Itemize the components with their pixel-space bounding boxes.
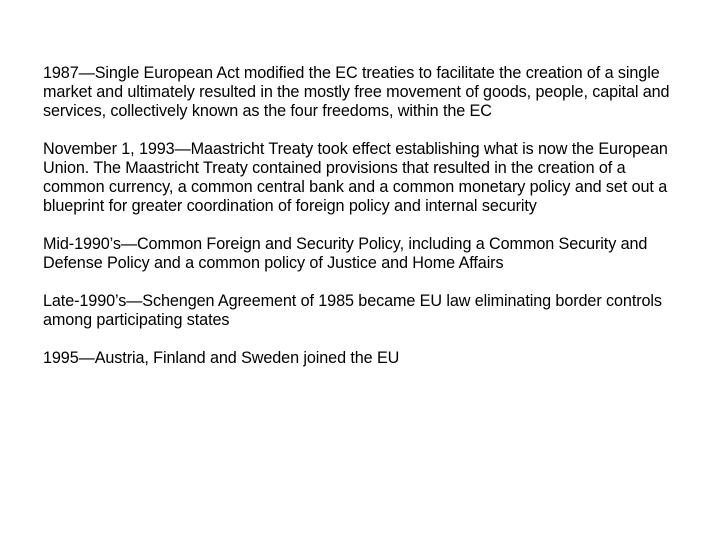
timeline-entry-1987: 1987—Single European Act modified the EC treaties to facilitate the creation of a single market and ultimately resulted in the mostly free movement of goods, people, capital and services, collectively known as the four freedoms, within the EC (43, 64, 670, 120)
timeline-text-block (43, 64, 683, 387)
timeline-entry-1993: November 1, 1993—Maastricht Treaty took effect establishing what is now the European Union. The Maastricht Treaty contained provisions that resulted in the creation of a common currency, a common central bank and a common monetary policy and set out a blueprint for greater coordination of foreign policy and internal security (43, 140, 668, 215)
timeline-entry-late-1990s: Late-1990’s—Schengen Agreement of 1985 became EU law eliminating border controls among participating states (43, 292, 662, 329)
timeline-entry-mid-1990s: Mid-1990’s—Common Foreign and Security Policy, including a Common Security and Defense Policy and a common policy of Justice and Home Affairs (43, 235, 648, 272)
timeline-entry-1995: 1995—Austria, Finland and Sweden joined the EU (43, 349, 400, 367)
